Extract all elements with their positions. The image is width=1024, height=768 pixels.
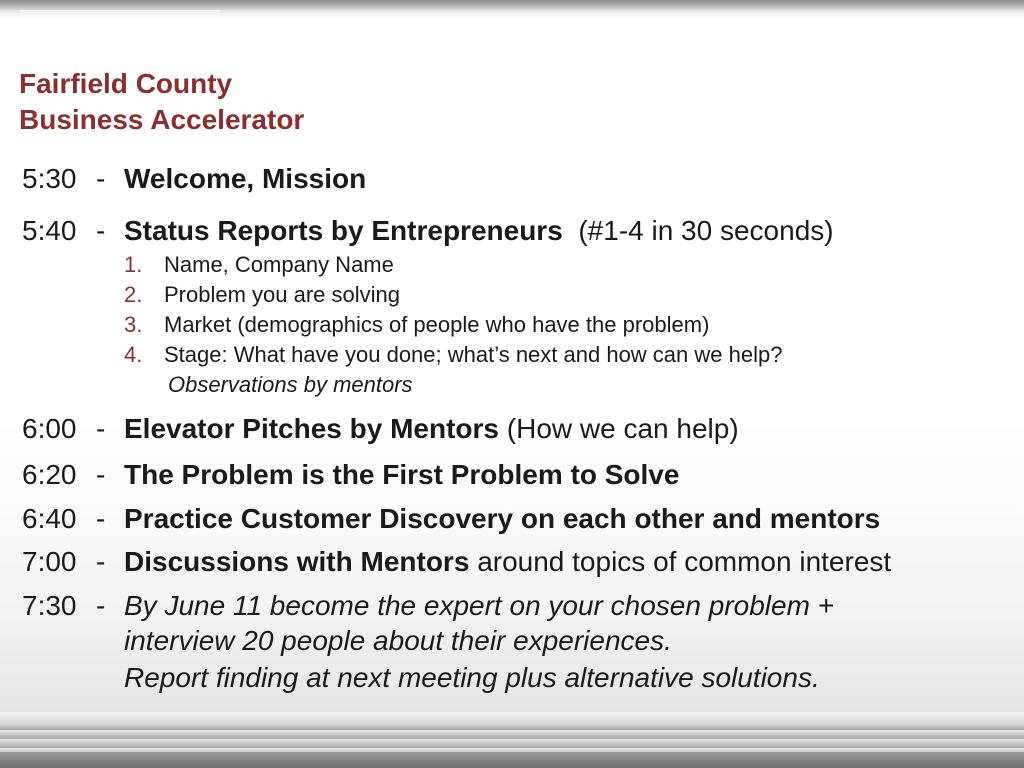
agenda-note: around topics of common interest <box>477 546 892 577</box>
agenda-heading: Elevator Pitches by Mentors <box>124 413 500 444</box>
agenda-dash: - <box>96 546 106 577</box>
agenda-heading-italic: By June 11 become the expert on your chosen problem + <box>124 590 835 621</box>
agenda-dash: - <box>96 413 106 444</box>
agenda-time: 6:40 <box>22 503 77 534</box>
slide-title <box>19 66 304 138</box>
list-item-text: Name, Company Name <box>164 252 394 277</box>
agenda-time: 5:30 <box>22 163 77 194</box>
list-item-text: Stage: What have you done; what’s next and how can we help? <box>164 342 783 367</box>
top-decorative-band <box>0 0 1024 10</box>
agenda-item-540 <box>22 214 834 248</box>
title-line-2: Business Accelerator <box>19 104 305 135</box>
status-item-4 <box>124 340 782 370</box>
agenda-time: 7:30 <box>22 590 77 621</box>
status-item-2 <box>124 280 400 310</box>
closing-line-3: Report finding at next meeting plus alternative solutions. <box>124 662 820 693</box>
agenda-item-640 <box>22 502 880 536</box>
list-item-text: Problem you are solving <box>164 282 401 307</box>
agenda-item-530 <box>22 162 366 196</box>
list-item-text: Market (demographics of people who have the problem) <box>164 312 710 337</box>
agenda-heading: Welcome, Mission <box>124 163 367 194</box>
bottom-decorative-band <box>0 712 1024 768</box>
agenda-time: 6:00 <box>22 413 77 444</box>
observations-note: Observations by mentors <box>168 372 413 397</box>
list-number: 1. <box>124 252 143 277</box>
status-item-3 <box>124 310 709 340</box>
agenda-item-620 <box>22 458 679 492</box>
agenda-heading: The Problem is the First Problem to Solve <box>124 459 680 490</box>
agenda-dash: - <box>96 503 106 534</box>
agenda-item-700 <box>22 545 891 579</box>
agenda-dash: - <box>96 590 106 621</box>
list-number: 3. <box>124 312 143 337</box>
agenda-dash: - <box>96 459 106 490</box>
closing-line-2: interview 20 people about their experiences. <box>124 625 672 656</box>
agenda-dash: - <box>96 215 106 246</box>
agenda-note: (#1-4 in 30 seconds) <box>578 215 834 246</box>
status-item-1 <box>124 250 394 280</box>
agenda-time: 6:20 <box>22 459 77 490</box>
agenda-heading: Practice Customer Discovery on each other and mentors <box>124 503 881 534</box>
agenda-note: (How we can help) <box>506 413 739 444</box>
agenda-heading: Discussions with Mentors <box>124 546 470 577</box>
top-highlight-line <box>20 10 220 13</box>
agenda-time: 7:00 <box>22 546 77 577</box>
agenda-dash: - <box>96 163 106 194</box>
list-number: 2. <box>124 282 143 307</box>
list-number: 4. <box>124 342 143 367</box>
agenda-heading: Status Reports by Entrepreneurs <box>124 215 563 246</box>
agenda-item-730 <box>22 589 834 623</box>
agenda-time: 5:40 <box>22 215 77 246</box>
agenda-item-600 <box>22 412 739 446</box>
title-line-1: Fairfield County <box>19 68 233 99</box>
